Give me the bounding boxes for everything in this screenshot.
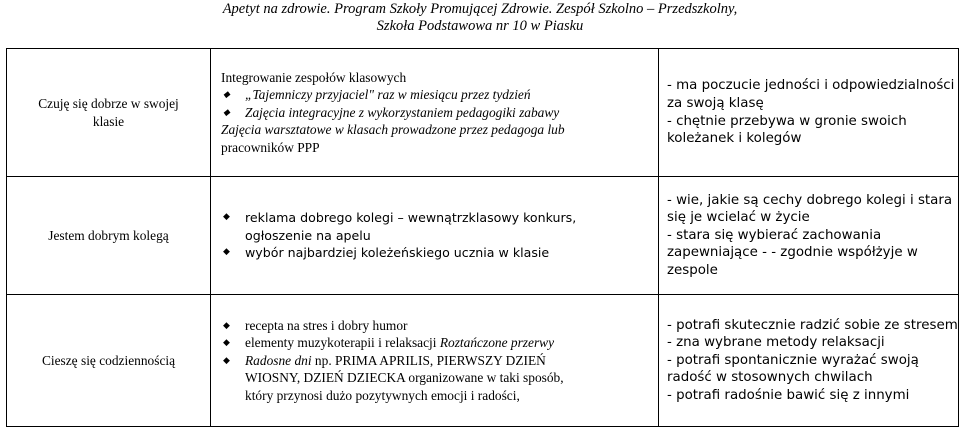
list-item [221, 86, 652, 104]
list-item [221, 317, 652, 335]
list-item [221, 352, 652, 370]
list-item-text: Zajęcia integracyjne z wykorzystaniem pedagogiki zabawy [245, 104, 560, 120]
outcome-line: - zna wybrane metody relaksacji [667, 335, 885, 351]
list-item-continuation: WIOSNY, DZIEŃ DZIECKA organizowane w taki sposób, [245, 370, 564, 386]
row-label-cell [7, 49, 211, 177]
list-item-text: reklama dobrego kolegi – wewnątrzklasowy konkurs, [245, 210, 577, 226]
diamond-bullet-icon: ◆ [223, 247, 230, 258]
diamond-bullet-icon: ◆ [223, 354, 230, 365]
outcomes-cell [659, 295, 959, 427]
row-label-cell [7, 177, 211, 295]
diamond-bullet-icon: ◆ [223, 319, 230, 330]
list-item-text: elementy muzykoterapii i relaksacji [245, 335, 440, 351]
row-label-cell [7, 295, 211, 427]
outcome-line: za swoją klasę [667, 95, 764, 111]
outcome-line: koleżanek i kolegów [667, 131, 802, 147]
list-item-text: np. PRIMA APRILIS, PIERWSZY DZIEŃ [311, 352, 546, 368]
row-label-line: Cieszę się codziennością [41, 352, 176, 368]
list-item [221, 334, 652, 352]
table-row [7, 49, 959, 177]
outcome-line: - wie, jakie są cechy dobrego kolegi i stara [667, 192, 953, 208]
activities-cell [211, 295, 659, 427]
outcome-line: - chętnie przebywa w gronie swoich [667, 113, 907, 129]
outcome-line: radość w stosownych chwilach [667, 370, 873, 386]
list-item-text: recepta na stres i dobry humor [245, 317, 408, 333]
list-item-text: „Tajemniczy przyjaciel" raz w miesiącu przez tydzień [245, 87, 531, 103]
outcome-line: - potrafi spontanicznie wyrażać swoją [667, 352, 919, 368]
activity-heading: Integrowanie zespołów klasowych [221, 69, 407, 85]
outcome-line: - potrafi radośnie bawić się z innymi [667, 387, 910, 403]
row-label-line: Jestem dobrym kolegą [48, 227, 169, 243]
list-item [221, 209, 652, 227]
table-row [7, 295, 959, 427]
diamond-bullet-icon: ◆ [223, 212, 230, 223]
activities-cell [211, 177, 659, 295]
list-item-text: wybór najbardziej koleżeńskiego ucznia w klasie [245, 245, 550, 261]
list-item [221, 104, 652, 122]
program-table [6, 48, 959, 427]
outcomes-cell [659, 49, 959, 177]
outcome-line: - ma poczucie jedności i odpowiedzialności [667, 78, 955, 94]
row-label-line: Czuję się dobrze w swojej [38, 95, 179, 111]
outcome-line: zespole [667, 262, 718, 278]
row-label-line: klasie [92, 113, 125, 129]
outcome-line: zapewniające - - zgodnie współżyje w [667, 245, 918, 261]
activity-text: pracowników PPP [221, 139, 320, 155]
outcome-line: - stara się wybierać zachowania [667, 227, 882, 243]
diamond-bullet-icon: ◆ [223, 106, 230, 117]
list-item [221, 244, 652, 262]
diamond-bullet-icon: ◆ [223, 337, 230, 348]
header-line-1: Apetyt na zdrowie. Program Szkoły Promującej Zdrowie. Zespół Szkolno – Przedszkolny, [222, 1, 738, 17]
outcomes-cell [659, 177, 959, 295]
diamond-bullet-icon: ◆ [223, 89, 230, 100]
outcome-line: się je wcielać w życie [667, 210, 810, 226]
list-item-text-italic: Roztańczone przerwy [439, 335, 555, 351]
header-line-2: Szkoła Podstawowa nr 10 w Piasku [376, 18, 584, 34]
list-item-text-italic: Radosne dni [245, 352, 312, 368]
list-item-continuation: ogłoszenie na apelu [245, 227, 371, 243]
outcome-line: - potrafi skutecznie radzić sobie ze stresem [667, 317, 958, 333]
activity-text: Zajęcia warsztatowe w klasach prowadzone przez pedagoga lub [221, 122, 565, 138]
list-item-continuation: który przynosi dużo pozytywnych emocji i radości, [245, 387, 520, 403]
activities-cell [211, 49, 659, 177]
table-row [7, 177, 959, 295]
